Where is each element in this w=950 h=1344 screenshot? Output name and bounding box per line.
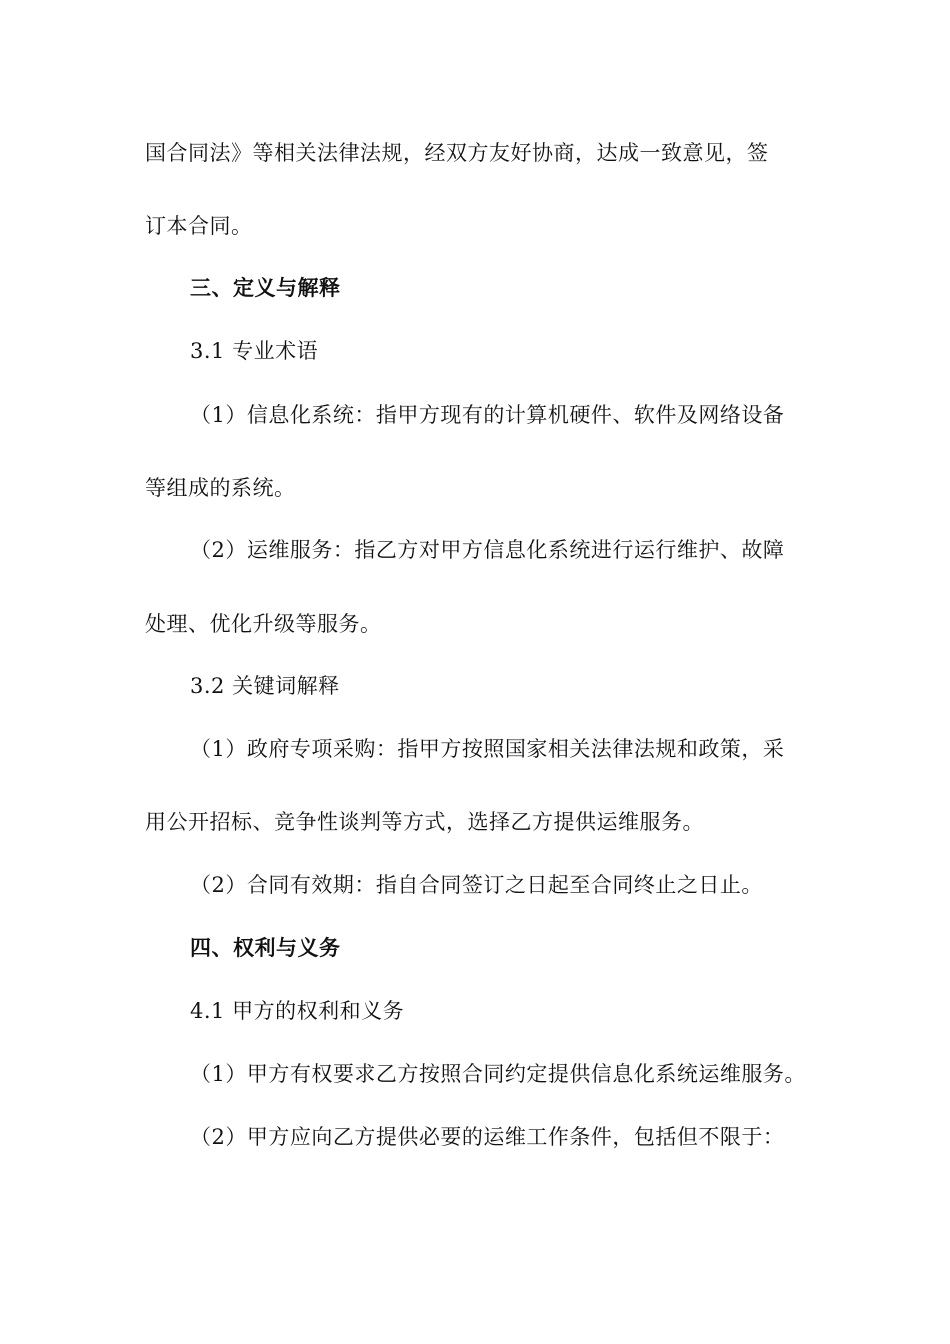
section-heading: 三、定义与解释 — [190, 275, 341, 300]
paragraph-line: （2）甲方应向乙方提供必要的运维工作条件，包括但不限于： — [190, 1125, 785, 1149]
paragraph-line: （1）信息化系统：指甲方现有的计算机硬件、软件及网络设备 — [190, 403, 785, 427]
paragraph-line: 等组成的系统。 — [145, 476, 296, 500]
paragraph-line: 用公开招标、竞争性谈判等方式，选择乙方提供运维服务。 — [145, 810, 704, 834]
paragraph-line: 国合同法》等相关法律法规，经双方友好协商，达成一致意见，签 — [145, 141, 769, 165]
paragraph-line: 订本合同。 — [145, 214, 253, 238]
paragraph-line: （1）政府专项采购：指甲方按照国家相关法律法规和政策，采 — [190, 737, 785, 761]
subsection-heading: 4.1 甲方的权利和义务 — [190, 999, 405, 1023]
section-heading: 四、权利与义务 — [190, 935, 341, 960]
paragraph-line: （1）甲方有权要求乙方按照合同约定提供信息化系统运维服务。 — [190, 1062, 806, 1086]
subsection-heading: 3.1 专业术语 — [190, 339, 319, 363]
paragraph-line: （2）运维服务：指乙方对甲方信息化系统进行运行维护、故障 — [190, 538, 785, 562]
paragraph-line: （2）合同有效期：指自合同签订之日起至合同终止之日止。 — [190, 873, 763, 897]
paragraph-line: 处理、优化升级等服务。 — [145, 612, 382, 636]
subsection-heading: 3.2 关键词解释 — [190, 674, 340, 698]
